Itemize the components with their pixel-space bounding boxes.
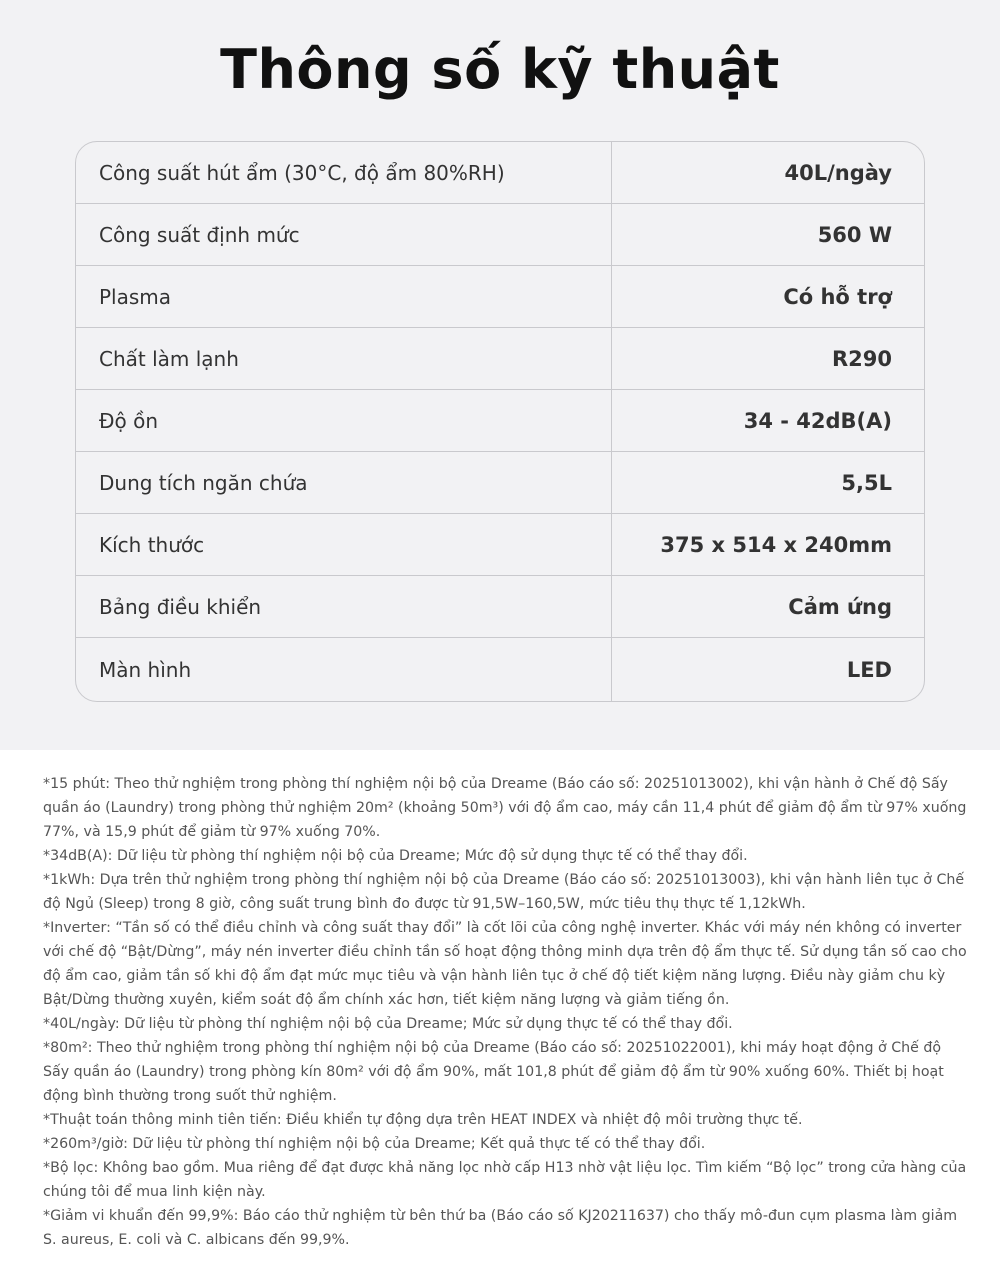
footnote: *Bộ lọc: Không bao gồm. Mua riêng để đạt được khả năng lọc nhờ cấp H13 nhờ vật liệu lọc. Tìm kiếm “Bộ lọc” trong cửa hàng của chúng tôi để mua linh kiện này. <box>43 1160 967 1200</box>
footnote: *15 phút: Theo thử nghiệm trong phòng thí nghiệm nội bộ của Dreame (Báo cáo số: 20251013002), khi vận hành ở Chế độ Sấy quần áo (Laundry) trong phòng thử nghiệm 20m² (khoảng 50m³) với độ ẩm cao, máy cần 11,4 phút để giảm độ ẩm từ 97% xuống 77%, và 15,9 phút để giảm từ 97% xuống 70%. <box>43 776 967 840</box>
footnotes <box>43 772 971 1252</box>
spec-row <box>76 142 924 204</box>
spec-row <box>76 514 924 576</box>
spec-row <box>76 576 924 638</box>
spec-label: Dung tích ngăn chứa <box>76 452 612 513</box>
page-title: Thông số kỹ thuật <box>220 38 780 101</box>
spec-value: 40L/ngày <box>784 160 892 185</box>
spec-value: R290 <box>831 346 892 371</box>
footnote: *Giảm vi khuẩn đến 99,9%: Báo cáo thử nghiệm từ bên thứ ba (Báo cáo số KJ20211637) cho thấy mô-đun cụm plasma làm giảm S. aureus, E. coli và C. albicans đến 99,9%. <box>43 1208 958 1248</box>
footnote: *260m³/giờ: Dữ liệu từ phòng thí nghiệm nội bộ của Dreame; Kết quả thực tế có thể thay đổi. <box>43 1136 706 1152</box>
spec-value: Cảm ứng <box>788 594 892 619</box>
spec-row <box>76 452 924 514</box>
spec-value: Có hỗ trợ <box>783 284 892 309</box>
spec-label: Màn hình <box>76 638 612 701</box>
spec-label: Độ ồn <box>76 390 612 451</box>
spec-row <box>76 328 924 390</box>
footnote: *Thuật toán thông minh tiên tiến: Điều khiển tự động dựa trên HEAT INDEX và nhiệt độ môi trường thực tế. <box>43 1112 803 1128</box>
spec-value: 5,5L <box>841 470 892 495</box>
spec-row <box>76 638 924 701</box>
spec-value: 375 x 514 x 240mm <box>660 532 892 557</box>
spec-table <box>75 141 925 702</box>
spec-row <box>76 390 924 452</box>
footnote: *40L/ngày: Dữ liệu từ phòng thí nghiệm nội bộ của Dreame; Mức sử dụng thực tế có thể thay đổi. <box>43 1016 733 1032</box>
footnote: *80m²: Theo thử nghiệm trong phòng thí nghiệm nội bộ của Dreame (Báo cáo số: 20251022001), khi máy hoạt động ở Chế độ Sấy quần áo (Laundry) trong phòng kín 80m² với độ ẩm 90%, mất 101,8 phút để giảm độ ẩm từ 90% xuống 60%. Thiết bị hoạt động bình thường trong suốt thử nghiệm. <box>43 1040 944 1104</box>
spec-value: LED <box>846 657 892 682</box>
footnote: *34dB(A): Dữ liệu từ phòng thí nghiệm nội bộ của Dreame; Mức độ sử dụng thực tế có thể thay đổi. <box>43 848 748 864</box>
spec-label: Kích thước <box>76 514 612 575</box>
spec-label: Công suất định mức <box>76 204 612 265</box>
spec-value: 560 W <box>817 222 892 247</box>
footnote: *1kWh: Dựa trên thử nghiệm trong phòng thí nghiệm nội bộ của Dreame (Báo cáo số: 20251013003), khi vận hành liên tục ở Chế độ Ngủ (Sleep) trong 8 giờ, công suất trung bình đo được từ 91,5W–160,5W, mức tiêu thụ thực tế 1,12kWh. <box>43 872 965 912</box>
spec-row <box>76 204 924 266</box>
footnote: *Inverter: “Tần số có thể điều chỉnh và công suất thay đổi” là cốt lõi của công nghệ inverter. Khác với máy nén không có inverter với chế độ “Bật/Dừng”, máy nén inverter điều chỉnh tần số hoạt động thông minh dựa trên độ ẩm thực tế. Sử dụng tần số cao cho độ ẩm cao, giảm tần số khi độ ẩm đạt mức mục tiêu và vận hành liên tục ở chế độ tiết kiệm năng lượng. Điều này giảm chu kỳ Bật/Dừng thường xuyên, kiểm soát độ ẩm chính xác hơn, tiết kiệm năng lượng và giảm tiếng ồn. <box>43 920 967 1008</box>
spec-value: 34 - 42dB(A) <box>743 408 892 433</box>
spec-label: Bảng điều khiển <box>76 576 612 637</box>
spec-label: Chất làm lạnh <box>76 328 612 389</box>
spec-label: Công suất hút ẩm (30°C, độ ẩm 80%RH) <box>76 142 612 203</box>
spec-row <box>76 266 924 328</box>
spec-label: Plasma <box>76 266 612 327</box>
